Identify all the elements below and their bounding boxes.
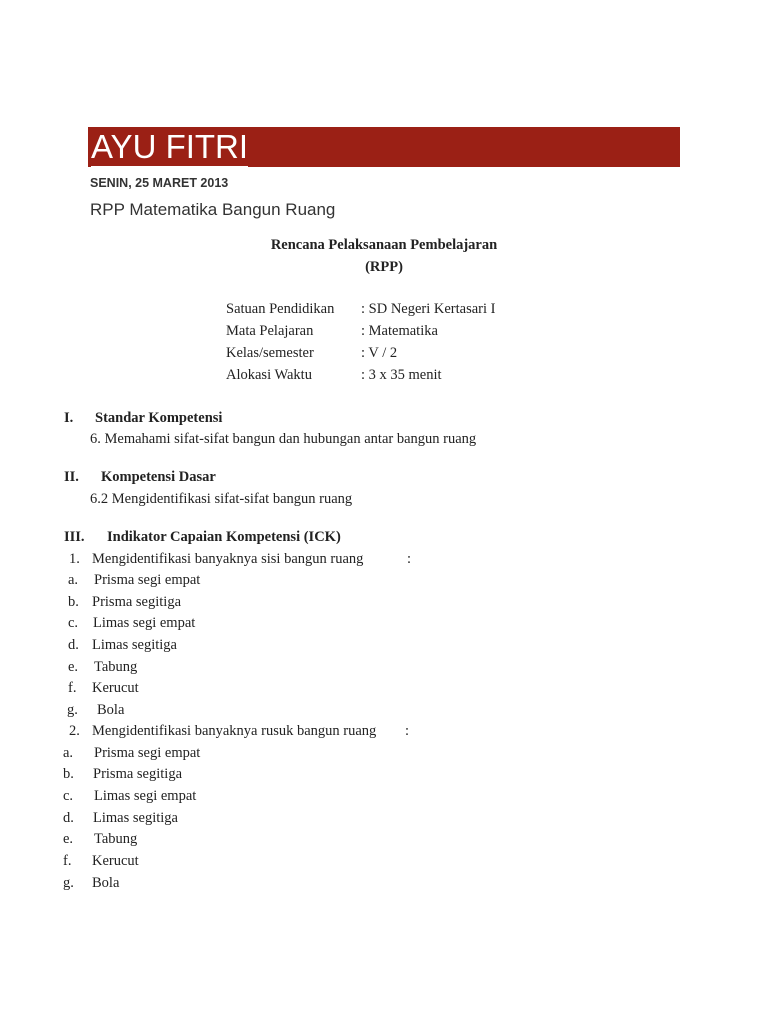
list-item: Tabung [94, 659, 138, 675]
indicator-colon: : [407, 551, 412, 567]
section-body: 6. Memahami sifat-sifat bangun dan hubungan antar bangun ruang [90, 431, 477, 447]
list-item: Prisma segi empat [94, 572, 201, 588]
list-item: Bola [97, 702, 125, 718]
list-item: Prisma segitiga [92, 594, 182, 610]
list-item-letter: b. [63, 766, 74, 782]
list-item-letter: d. [63, 810, 74, 826]
list-item-letter: f. [63, 853, 72, 869]
list-item-letter: c. [68, 615, 79, 631]
list-item-letter: c. [63, 788, 74, 804]
list-item-letter: a. [68, 572, 79, 588]
indicator-number: 1. [69, 551, 80, 567]
list-item-letter: f. [68, 680, 77, 696]
doc-heading: Rencana Pelaksanaan Pembelajaran [270, 237, 498, 253]
post-title[interactable]: RPP Matematika Bangun Ruang [90, 200, 336, 219]
list-item-letter: g. [67, 702, 78, 718]
list-item-letter: g. [63, 875, 74, 891]
indicator-text: Mengidentifikasi banyaknya rusuk bangun ruang [92, 723, 377, 739]
post-date: SENIN, 25 MARET 2013 [90, 176, 229, 190]
indicator-number: 2. [69, 723, 80, 739]
identity-label: Satuan Pendidikan [226, 301, 335, 317]
identity-value: : Matematika [361, 323, 438, 339]
list-item-letter: a. [63, 745, 74, 761]
list-item: Prisma segitiga [93, 766, 183, 782]
list-item-letter: d. [68, 637, 79, 653]
list-item: Limas segi empat [93, 615, 196, 631]
section-title: Indikator Capaian Kompetensi (ICK) [107, 529, 341, 545]
section-number: III. [64, 529, 85, 545]
list-item-letter: e. [63, 831, 74, 847]
section-title: Standar Kompetensi [95, 410, 223, 426]
identity-value: : V / 2 [361, 345, 398, 361]
list-item-letter: b. [68, 594, 79, 610]
section-body: 6.2 Mengidentifikasi sifat-sifat bangun ruang [90, 491, 353, 507]
blog-title-link[interactable]: AYU FITRI [91, 128, 248, 168]
section-number: I. [64, 410, 74, 426]
list-item: Kerucut [92, 853, 139, 869]
indicator-text: Mengidentifikasi banyaknya sisi bangun ruang [92, 551, 364, 567]
list-item: Kerucut [92, 680, 139, 696]
indicator-colon: : [405, 723, 410, 739]
identity-label: Alokasi Waktu [226, 367, 312, 383]
identity-value: : SD Negeri Kertasari I [361, 301, 496, 317]
doc-subheading: (RPP) [365, 259, 403, 275]
list-item: Limas segi empat [94, 788, 197, 804]
identity-label: Mata Pelajaran [226, 323, 314, 339]
list-item-letter: e. [68, 659, 79, 675]
identity-label: Kelas/semester [226, 345, 314, 361]
section-number: II. [64, 469, 79, 485]
blog-header-banner [88, 127, 680, 167]
list-item: Bola [92, 875, 120, 891]
list-item: Tabung [94, 831, 138, 847]
list-item: Limas segitiga [93, 810, 178, 826]
section-title: Kompetensi Dasar [101, 469, 216, 485]
list-item: Prisma segi empat [94, 745, 201, 761]
list-item: Limas segitiga [92, 637, 177, 653]
identity-value: : 3 x 35 menit [361, 367, 442, 383]
